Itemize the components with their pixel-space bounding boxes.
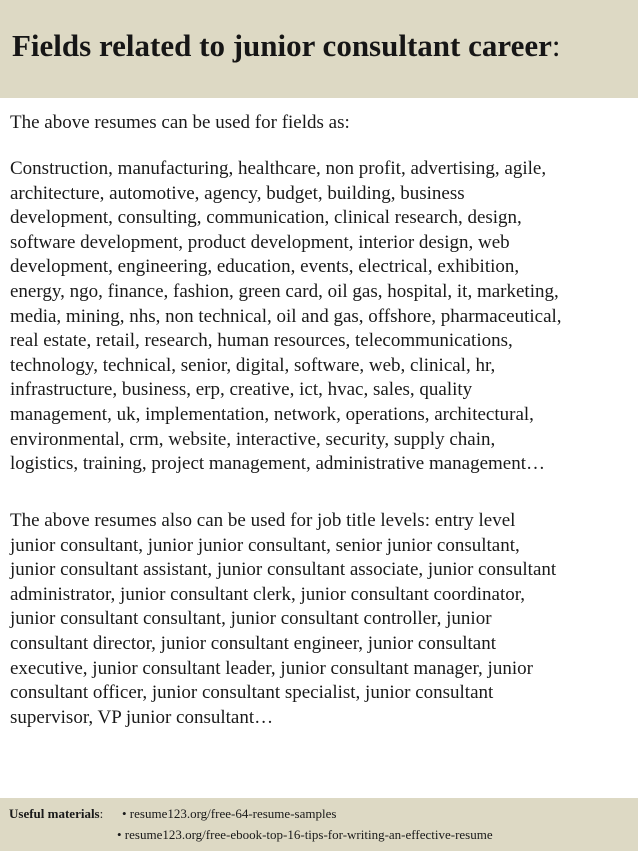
job-levels-line: consultant director, junior consultant engineer, junior consultant xyxy=(10,632,497,654)
fields-line: development, engineering, education, events, electrical, exhibition, xyxy=(10,256,520,278)
fields-line: environmental, crm, website, interactive, security, supply chain, xyxy=(10,428,496,450)
fields-line: development, consulting, communication, clinical research, design, xyxy=(10,207,522,229)
job-levels-line: supervisor, VP junior consultant… xyxy=(10,706,274,728)
title-banner xyxy=(0,0,638,98)
fields-line: energy, ngo, finance, fashion, green card, oil gas, hospital, it, marketing, xyxy=(10,280,559,302)
job-levels-line: junior consultant consultant, junior consultant controller, junior xyxy=(10,608,492,630)
job-levels-line: The above resumes also can be used for job title levels: entry level xyxy=(10,510,516,531)
fields-line: management, uk, implementation, network, operations, architectural, xyxy=(10,403,534,425)
job-levels-line: executive, junior consultant leader, junior consultant manager, junior xyxy=(10,657,533,679)
fields-line: Construction, manufacturing, healthcare, non profit, advertising, agile, xyxy=(10,158,547,179)
fields-paragraph xyxy=(10,157,562,477)
fields-line: media, mining, nhs, non technical, oil and gas, offshore, pharmaceutical, xyxy=(10,305,562,327)
page-title xyxy=(12,26,560,66)
useful-materials-footer xyxy=(0,798,638,851)
resource-link[interactable]: • resume123.org/free-ebook-top-16-tips-for-writing-an-effective-resume xyxy=(117,827,493,842)
job-levels-paragraph xyxy=(10,509,556,730)
job-levels-line: junior consultant, junior junior consultant, senior junior consultant, xyxy=(10,534,520,556)
page-title-colon: : xyxy=(551,28,561,63)
resource-link[interactable]: • resume123.org/free-64-resume-samples xyxy=(122,806,337,821)
fields-line: software development, product development, interior design, web xyxy=(10,231,510,253)
useful-materials-label-text: Useful materials xyxy=(9,806,100,821)
fields-line: architecture, automotive, agency, budget, building, business xyxy=(10,182,465,204)
fields-line: infrastructure, business, erp, creative, ict, hvac, sales, quality xyxy=(10,379,473,401)
job-levels-line: consultant officer, junior consultant specialist, junior consultant xyxy=(10,682,494,704)
intro-text: The above resumes can be used for fields as: xyxy=(10,112,350,133)
useful-materials-label xyxy=(9,804,103,824)
fields-line: real estate, retail, research, human resources, telecommunications, xyxy=(10,330,513,352)
job-levels-line: administrator, junior consultant clerk, junior consultant coordinator, xyxy=(10,583,526,605)
job-levels-line: junior consultant assistant, junior consultant associate, junior consultant xyxy=(10,559,557,581)
fields-line: logistics, training, project management, administrative management… xyxy=(10,453,546,475)
useful-materials-label-colon: : xyxy=(99,806,104,821)
fields-line: technology, technical, senior, digital, software, web, clinical, hr, xyxy=(10,354,496,376)
page-title-text: Fields related to junior consultant career xyxy=(12,28,552,63)
